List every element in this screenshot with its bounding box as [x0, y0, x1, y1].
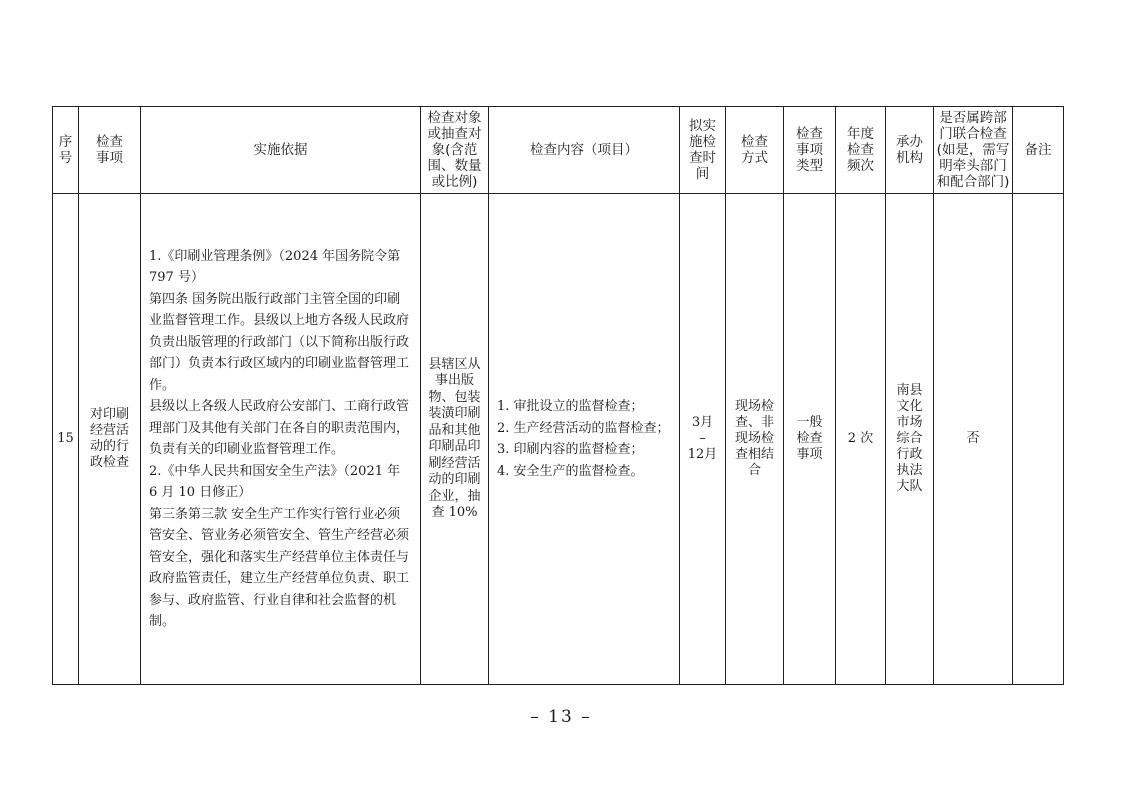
cell-note	[1013, 194, 1064, 685]
header-method: 检查方式	[726, 107, 784, 194]
header-note: 备注	[1013, 107, 1064, 194]
basis-paragraph: 2.《中华人民共和国安全生产法》（2021 年 6 月 10 日修正）	[149, 463, 401, 500]
basis-paragraph: 第四条 国务院出版行政部门主管全国的印刷业监督管理工作。县级以上地方各级人民政府负责出版管理的行政部门（以下简称出版行政部门）负责本行政区域内的印刷业监督管理工作。	[149, 291, 410, 393]
header-joint: 是否属跨部门联合检查(如是，需写明牵头部门和配合部门)	[934, 107, 1013, 194]
header-content: 检查内容（项目）	[489, 107, 680, 194]
cell-item: 对印刷经营活动的行政检查	[79, 194, 141, 685]
time-separator: –	[699, 431, 706, 446]
cell-freq: 2 次	[836, 194, 886, 685]
header-basis: 实施依据	[141, 107, 421, 194]
header-item: 检查事项	[79, 107, 141, 194]
page-number: – 13 –	[530, 707, 592, 727]
time-end: 12月	[687, 447, 718, 462]
header-object: 检查对象或抽查对象(含范围、数量或比例)	[421, 107, 489, 194]
content-item: 1. 审批设立的监督检查；	[497, 399, 644, 414]
content-item: 2. 生产经营活动的监督检查；	[497, 420, 670, 436]
cell-method: 现场检查、非现场检查相结合	[726, 194, 784, 685]
inspection-table	[52, 106, 1064, 685]
table-header-row	[53, 107, 1064, 194]
cell-seq: 15	[53, 194, 79, 685]
header-type: 检查事项类型	[784, 107, 836, 194]
table-row	[53, 194, 1064, 685]
content-item: 3. 印刷内容的监督检查；	[497, 442, 644, 457]
cell-time	[680, 194, 726, 685]
basis-paragraph: 县级以上各级人民政府公安部门、工商行政管理部门及其他有关部门在各自的职责范围内，负责有关的印刷业监督管理工作。	[149, 399, 410, 457]
basis-paragraph: 1.《印刷业管理条例》（2024 年国务院令第 797 号）	[149, 248, 401, 285]
header-org: 承办机构	[886, 107, 934, 194]
cell-content	[489, 194, 680, 685]
time-start: 3月	[691, 415, 714, 430]
content-item: 4. 安全生产的监督检查。	[497, 463, 644, 479]
cell-basis	[141, 194, 421, 685]
cell-object: 县辖区从事出版物、包装装潢印刷品和其他印刷品印刷经营活动的印刷企业，抽查 10%	[421, 194, 489, 685]
header-freq: 年度检查频次	[836, 107, 886, 194]
header-time: 拟实施检查时间	[680, 107, 726, 194]
cell-joint: 否	[934, 194, 1013, 685]
cell-type: 一般检查事项	[784, 194, 836, 685]
basis-paragraph: 第三条第三款 安全生产工作实行管行业必须管安全、管业务必须管安全、管生产经营必须管安全，强化和落实生产经营单位主体责任与政府监管责任，建立生产经营单位负责、职工参与、政府监管、行业自律和社会监督的机制。	[149, 506, 410, 629]
header-seq: 序号	[53, 107, 79, 194]
cell-org: 南县文化市场综合行政执法大队	[886, 194, 934, 685]
